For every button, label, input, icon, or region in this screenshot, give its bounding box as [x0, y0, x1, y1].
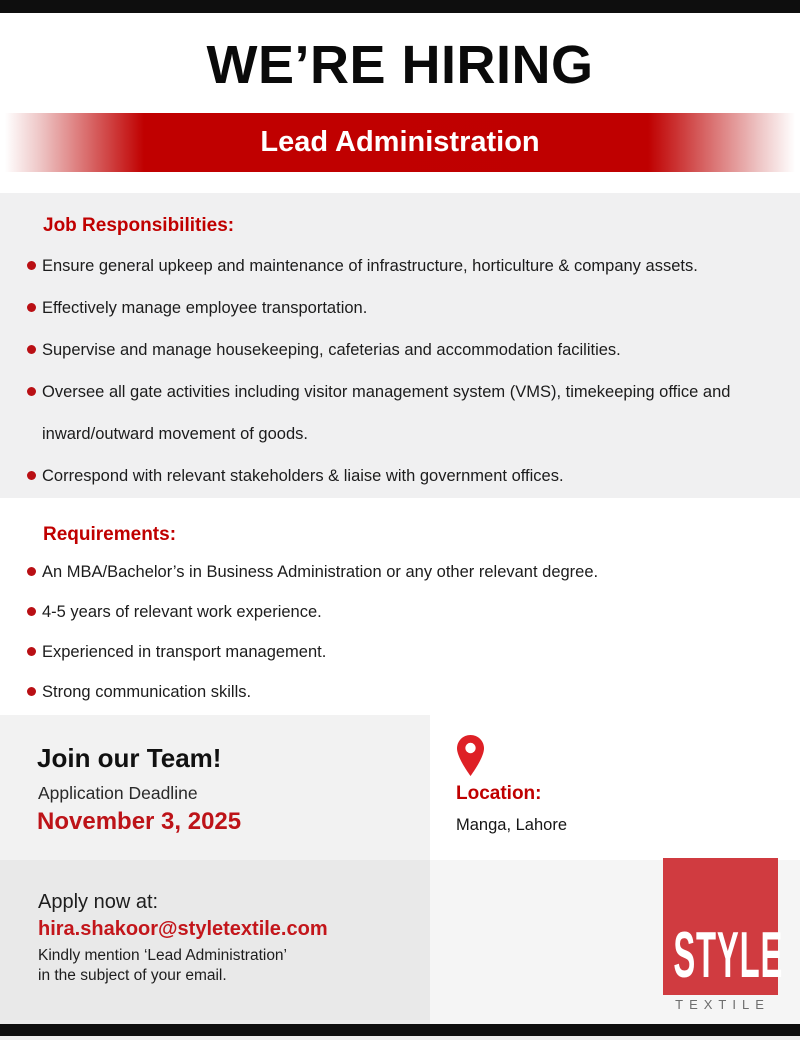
- requirement-item: Strong communication skills.: [42, 672, 760, 712]
- requirements-section: [0, 498, 800, 715]
- join-heading: Join our Team!: [37, 743, 222, 773]
- location-block: [430, 715, 800, 860]
- responsibility-item: Correspond with relevant stakeholders & liaise with government offices.: [42, 455, 760, 497]
- responsibilities-list: [0, 245, 800, 497]
- location-pin-icon: [457, 735, 800, 776]
- apply-note-line1: Kindly mention ‘Lead Administration’: [38, 947, 287, 964]
- poster-title: WE’RE HIRING: [206, 35, 594, 95]
- apply-email-link[interactable]: hira.shakoor@styletextile.com: [38, 918, 328, 940]
- responsibilities-section: [0, 193, 800, 498]
- apply-note-line2: in the subject of your email.: [38, 967, 227, 984]
- requirement-item: An MBA/Bachelor’s in Business Administration or any other relevant degree.: [42, 552, 760, 592]
- location-label: Location:: [456, 783, 542, 804]
- bottom-bar: [0, 1024, 800, 1036]
- location-value: Manga, Lahore: [456, 816, 567, 834]
- top-bar: [0, 0, 800, 13]
- style-textile-logo: [663, 858, 784, 995]
- deadline-date: November 3, 2025: [37, 808, 242, 835]
- responsibility-item: Oversee all gate activities including visitor management system (VMS), timekeeping office and inward/outward movement of goods.: [42, 371, 760, 455]
- position-title: Lead Administration: [260, 126, 540, 158]
- responsibility-item: Effectively manage employee transportation.: [42, 287, 760, 329]
- join-team-block: [0, 715, 430, 860]
- requirements-heading: Requirements:: [43, 524, 177, 545]
- responsibility-item: Supervise and manage housekeeping, cafeterias and accommodation facilities.: [42, 329, 760, 371]
- responsibility-item: Ensure general upkeep and maintenance of infrastructure, horticulture & company assets.: [42, 245, 760, 287]
- apply-label: Apply now at:: [38, 891, 159, 913]
- company-logo-block: [430, 860, 800, 1024]
- position-banner: [0, 113, 800, 172]
- responsibilities-heading: Job Responsibilities:: [43, 215, 235, 236]
- requirements-list: [0, 552, 800, 712]
- apply-block: [0, 860, 430, 1024]
- bottom-strip: [0, 1036, 800, 1040]
- logo-style-text: STYLE: [673, 920, 784, 992]
- requirement-item: Experienced in transport management.: [42, 632, 760, 672]
- logo-textile-text: TEXTILE: [675, 997, 770, 1012]
- deadline-label: Application Deadline: [38, 783, 198, 803]
- requirement-item: 4-5 years of relevant work experience.: [42, 592, 760, 632]
